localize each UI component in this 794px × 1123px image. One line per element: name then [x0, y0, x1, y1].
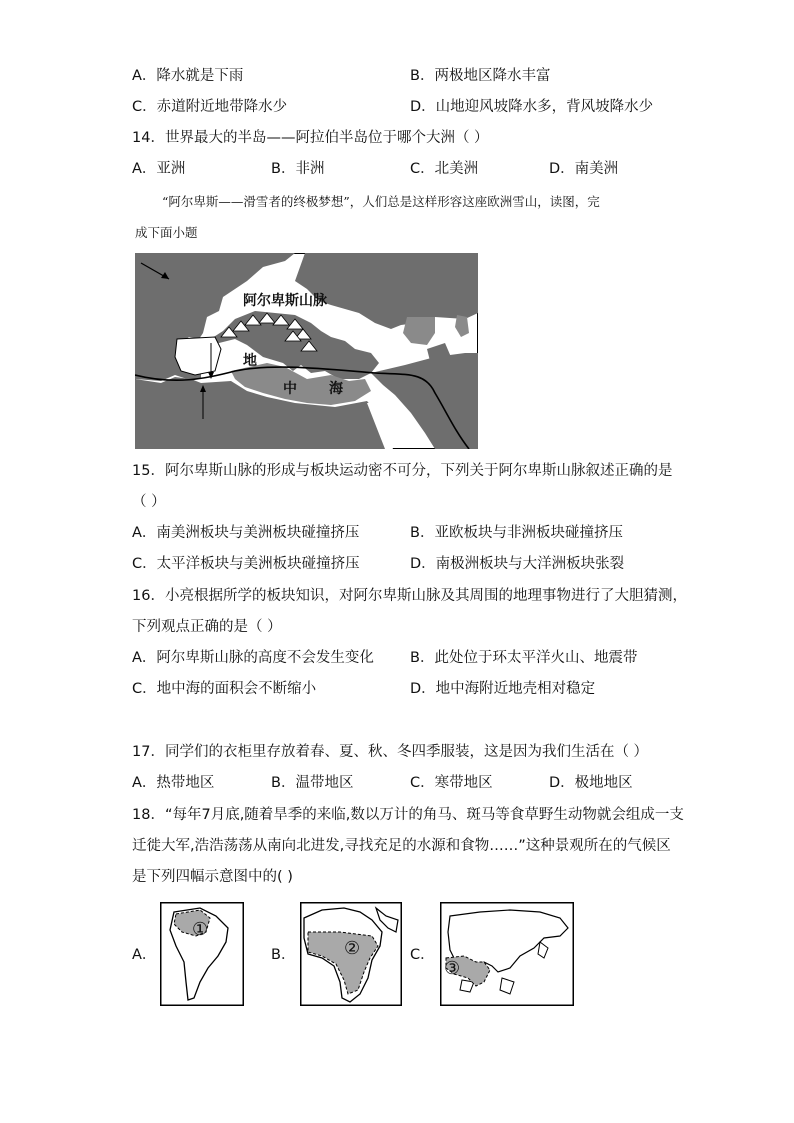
q17-option-d: D．极地地区 [549, 775, 633, 791]
label-zhong: 中 [283, 381, 297, 397]
q16-stem-line-1: 16．小亮根据所学的板块知识，对阿尔卑斯山脉及其周围的地理事物进行了大胆猜测， [132, 588, 687, 604]
q16-option-d: D．地中海附近地壳相对稳定 [410, 681, 596, 697]
q18-stem-line-3: 是下列四幅示意图中的( ) [132, 869, 293, 885]
q17-option-a: A．热带地区 [132, 775, 215, 791]
marker-3: ③ [444, 958, 461, 979]
q14-option-b: B．非洲 [271, 161, 325, 177]
q18-option-a-letter: A． [132, 947, 157, 963]
alps-map [135, 253, 478, 449]
q18-stem-line-1: 18．“每年7月底,随着旱季的来临,数以万计的角马、斑马等食草野生动物就会组成一支 [132, 807, 684, 823]
q16-stem-line-2: 下列观点正确的是（ ） [132, 619, 282, 635]
q14-option-a: A．亚洲 [132, 161, 186, 177]
q14-option-c: C．北美洲 [410, 161, 479, 177]
q18-stem-line-2: 迁徙大军,浩浩荡荡从南向北进发,寻找充足的水源和食物……”这种景观所在的气候区 [132, 838, 671, 854]
q15-option-d: D．南极洲板块与大洋洲板块张裂 [410, 556, 625, 572]
intro-line-2: 成下面小题 [135, 225, 198, 240]
q13-option-c: C．赤道附近地带降水少 [132, 99, 288, 115]
q13-option-d: D．山地迎风坡降水多，背风坡降水少 [410, 99, 654, 115]
q14-stem: 14．世界最大的半岛——阿拉伯半岛位于哪个大洲（ ） [132, 130, 489, 146]
asia-map [440, 902, 574, 1006]
q15-option-b: B．亚欧板块与非洲板块碰撞挤压 [410, 525, 623, 541]
q16-option-b: B．此处位于环太平洋火山、地震带 [410, 650, 638, 666]
q16-option-a: A．阿尔卑斯山脉的高度不会发生变化 [132, 650, 374, 666]
label-alps: 阿尔卑斯山脉 [243, 293, 327, 309]
q18-option-c-letter: C． [410, 947, 435, 963]
south-america-map [160, 902, 244, 1006]
q18-option-b-letter: B． [271, 947, 296, 963]
q13-option-b: B．两极地区降水丰富 [410, 68, 551, 84]
q16-option-c: C．地中海的面积会不断缩小 [132, 681, 317, 697]
q15-option-c: C．太平洋板块与美洲板块碰撞挤压 [132, 556, 360, 572]
q14-option-d: D．南美洲 [549, 161, 619, 177]
q15-stem-line-2: （ ） [132, 494, 166, 510]
marker-2: ② [344, 938, 361, 959]
q17-option-c: C．寒带地区 [410, 775, 493, 791]
q17-stem: 17．同学们的衣柜里存放着春、夏、秋、冬四季服装，这是因为我们生活在（ ） [132, 744, 649, 760]
label-hai: 海 [329, 381, 343, 397]
label-di: 地 [243, 353, 257, 369]
intro-line-1: “阿尔卑斯——滑雪者的终极梦想”，人们总是这样形容这座欧洲雪山，读图，完 [162, 194, 600, 209]
q13-option-a: A．降水就是下雨 [132, 68, 244, 84]
q17-option-b: B．温带地区 [271, 775, 354, 791]
q15-stem-line-1: 15．阿尔卑斯山脉的形成与板块运动密不可分，下列关于阿尔卑斯山脉叙述正确的是 [132, 463, 673, 479]
marker-1: ① [192, 919, 209, 940]
africa-map [300, 902, 402, 1006]
q15-option-a: A．南美洲板块与美洲板块碰撞挤压 [132, 525, 360, 541]
